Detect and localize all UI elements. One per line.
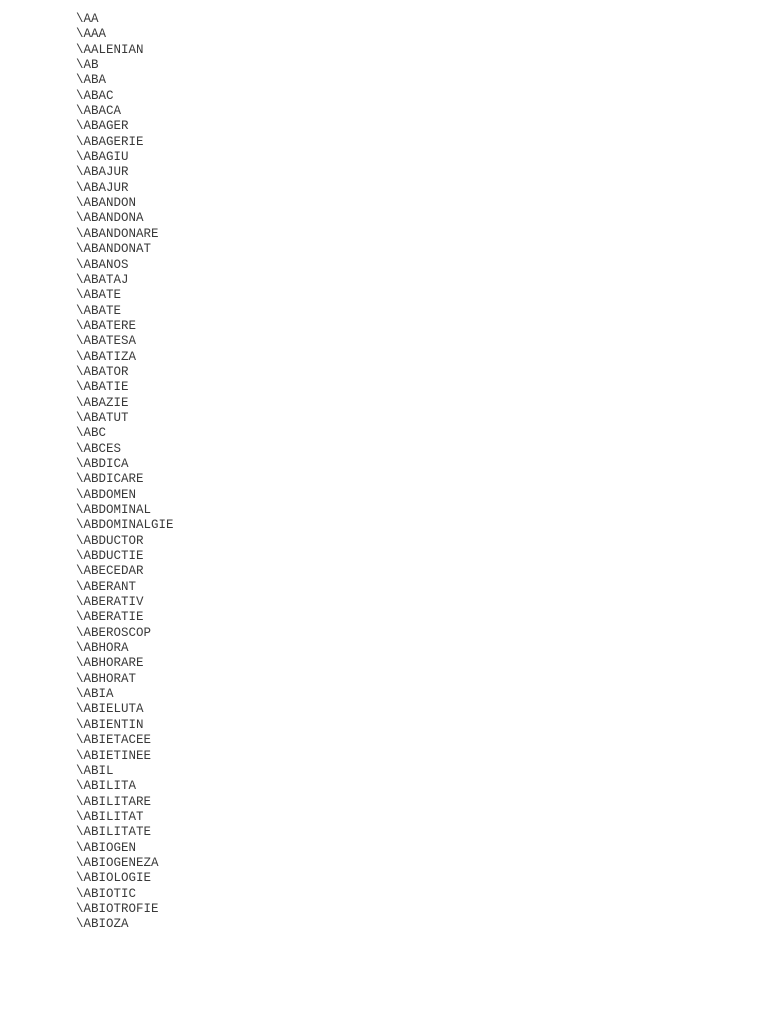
word-entry: \ABIOGENEZA	[76, 855, 159, 870]
word-entry: \ABATESA	[76, 334, 137, 349]
word-entry: \ABANDON	[76, 196, 137, 211]
word-entry: \ABC	[76, 426, 107, 441]
word-entry: \ABATAJ	[76, 272, 129, 287]
word-entry: \ABAZIE	[76, 395, 129, 410]
word-entry: \ABANDONAT	[76, 242, 152, 257]
word-entry: \ABIOTROFIE	[76, 901, 159, 916]
word-entry: \ABIOGEN	[76, 840, 137, 855]
word-entry: \ABILITATE	[76, 825, 152, 840]
word-entry: \ABECEDAR	[76, 564, 144, 579]
word-entry: \ABHORARE	[76, 656, 144, 671]
word-entry: \ABANDONARE	[76, 226, 159, 241]
word-entry: \AALENIAN	[76, 42, 144, 57]
word-entry: \ABATE	[76, 303, 122, 318]
word-entry: \AB	[76, 58, 99, 73]
word-entry: \ABIL	[76, 763, 114, 778]
word-entry: \ABDICARE	[76, 472, 144, 487]
word-entry: \ABIOZA	[76, 917, 129, 932]
word-entry: \ABAC	[76, 88, 114, 103]
word-entry: \ABACA	[76, 104, 122, 119]
word-entry: \ABILITAT	[76, 809, 144, 824]
word-entry: \ABA	[76, 73, 107, 88]
word-entry: \ABIETINEE	[76, 748, 152, 763]
word-entry: \ABEROSCOP	[76, 625, 152, 640]
word-entry: \ABIOLOGIE	[76, 871, 152, 886]
word-entry: \ABDOMEN	[76, 487, 137, 502]
word-entry: \ABIA	[76, 687, 114, 702]
word-entry: \ABHORA	[76, 641, 129, 656]
word-entry: \ABDICA	[76, 456, 129, 471]
word-entry: \ABANOS	[76, 257, 129, 272]
word-entry: \ABERANT	[76, 579, 137, 594]
word-entry: \ABATE	[76, 288, 122, 303]
word-entry: \ABAGIU	[76, 150, 129, 165]
word-entry: \ABILITA	[76, 779, 137, 794]
word-entry: \ABCES	[76, 441, 122, 456]
word-entry: \ABATIE	[76, 380, 129, 395]
word-entry: \ABHORAT	[76, 671, 137, 686]
word-entry: \ABAJUR	[76, 165, 129, 180]
word-entry: \ABDOMINAL	[76, 503, 152, 517]
word-entry: \ABIELUTA	[76, 702, 144, 717]
word-entry: \ABATIZA	[76, 349, 137, 364]
word-entry: \ABAJUR	[76, 180, 129, 195]
word-list	[76, 12, 174, 933]
word-entry: \AA	[76, 12, 99, 26]
word-entry: \ABERATIE	[76, 610, 144, 625]
word-entry: \ABIOTIC	[76, 886, 137, 901]
word-entry: \ABERATIV	[76, 595, 144, 610]
word-entry: \ABATERE	[76, 318, 137, 333]
word-entry: \ABILITARE	[76, 794, 152, 809]
word-entry: \ABDOMINALGIE	[76, 518, 174, 533]
word-entry: \ABIENTIN	[76, 717, 144, 732]
word-entry: \ABATOR	[76, 364, 129, 379]
word-entry: \ABIETACEE	[76, 733, 152, 748]
word-entry: \ABDUCTOR	[76, 533, 144, 548]
word-entry: \ABDUCTIE	[76, 549, 144, 564]
word-entry: \ABATUT	[76, 410, 129, 425]
word-entry: \ABANDONA	[76, 211, 144, 226]
word-entry: \AAA	[76, 27, 107, 42]
word-entry: \ABAGER	[76, 119, 129, 134]
word-entry: \ABAGERIE	[76, 134, 144, 149]
